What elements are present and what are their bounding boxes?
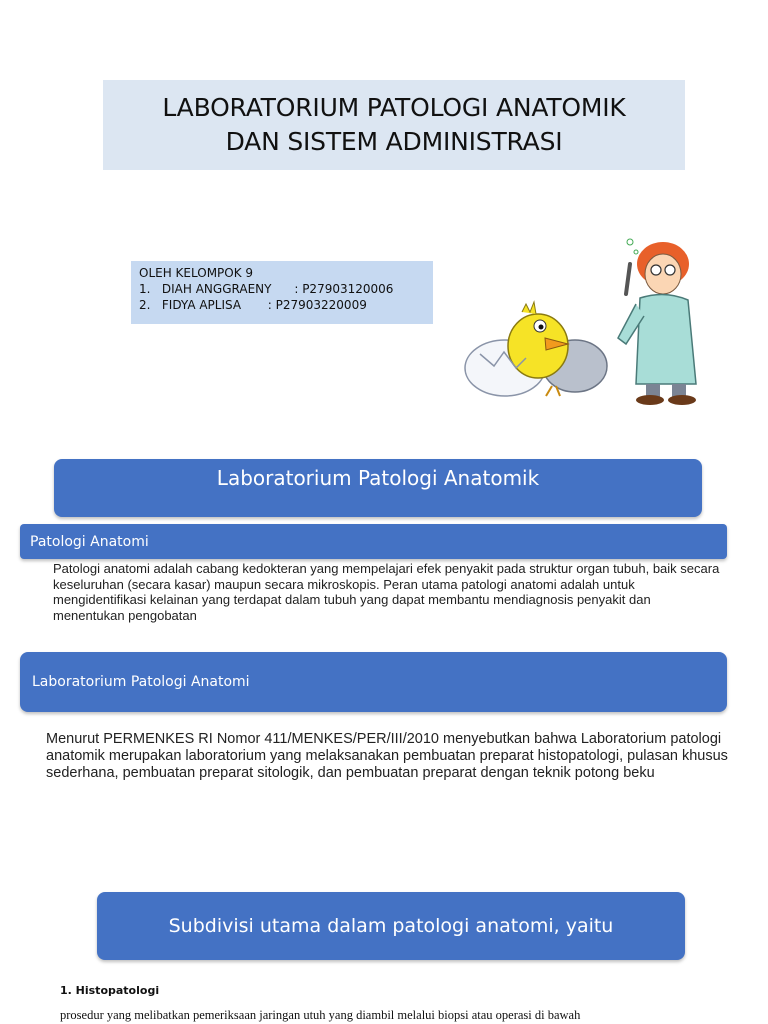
authors-box	[131, 261, 433, 324]
histopatologi-heading: 1. Histopatologi	[60, 984, 160, 997]
scientist-test-tube-icon	[618, 239, 696, 405]
banner-patologi-anatomi	[20, 524, 727, 559]
title-box	[103, 80, 685, 170]
histopatologi-text: prosedur yang melibatkan pemeriksaan jaringan utuh yang diambil melalui biopsi atau operasi di bawah	[60, 1008, 581, 1022]
author-item-1: 1. DIAH ANGGRAENY : P27903120006	[139, 282, 394, 296]
banner-subdivisi	[97, 892, 685, 960]
banner-laboratorium-patologi-anatomik	[54, 459, 702, 517]
banner-laboratorium-patologi-anatomi	[20, 652, 727, 712]
banner-laboratorium-patologi-anatomi-label: Laboratorium Patologi Anatomi	[32, 674, 250, 690]
banner-laboratorium-patologi-anatomik-label: Laboratorium Patologi Anatomik	[216, 466, 540, 490]
illustration	[460, 234, 700, 406]
chick-hatching-egg-icon	[465, 302, 607, 396]
banner-patologi-anatomi-label: Patologi Anatomi	[30, 533, 149, 550]
author-item-2: 2. FIDYA APLISA : P27903220009	[139, 298, 367, 312]
authors-heading: OLEH KELOMPOK 9	[139, 266, 254, 280]
banner-subdivisi-label: Subdivisi utama dalam patologi anatomi, yaitu	[168, 915, 614, 937]
title-line-2: DAN SISTEM ADMINISTRASI	[225, 127, 563, 156]
title-line-1: LABORATORIUM PATOLOGI ANATOMIK	[162, 93, 626, 123]
permenkes-paragraph: Menurut PERMENKES RI Nomor 411/MENKES/PER/III/2010 menyebutkan bahwa Laboratorium patologi anatomik merupakan laboratorium yang melaksanakan pembuatan preparat histopatologi, pulasan khusus sederhana, pembuatan preparat sitologik, dan pembuatan preparat dengan teknik potong beku	[46, 731, 728, 781]
patologi-anatomi-paragraph: Patologi anatomi adalah cabang kedokteran yang mempelajari efek penyakit pada struktur organ tubuh, baik secara keseluruhan (secara kasar) maupun secara mikroskopis. Peran utama patologi anatomi adalah untuk mengidentifikasi kelainan yang terdapat dalam tubuh yang dapat membantu mendiagnosis penyakit dan menentukan pengobatan	[53, 561, 720, 623]
